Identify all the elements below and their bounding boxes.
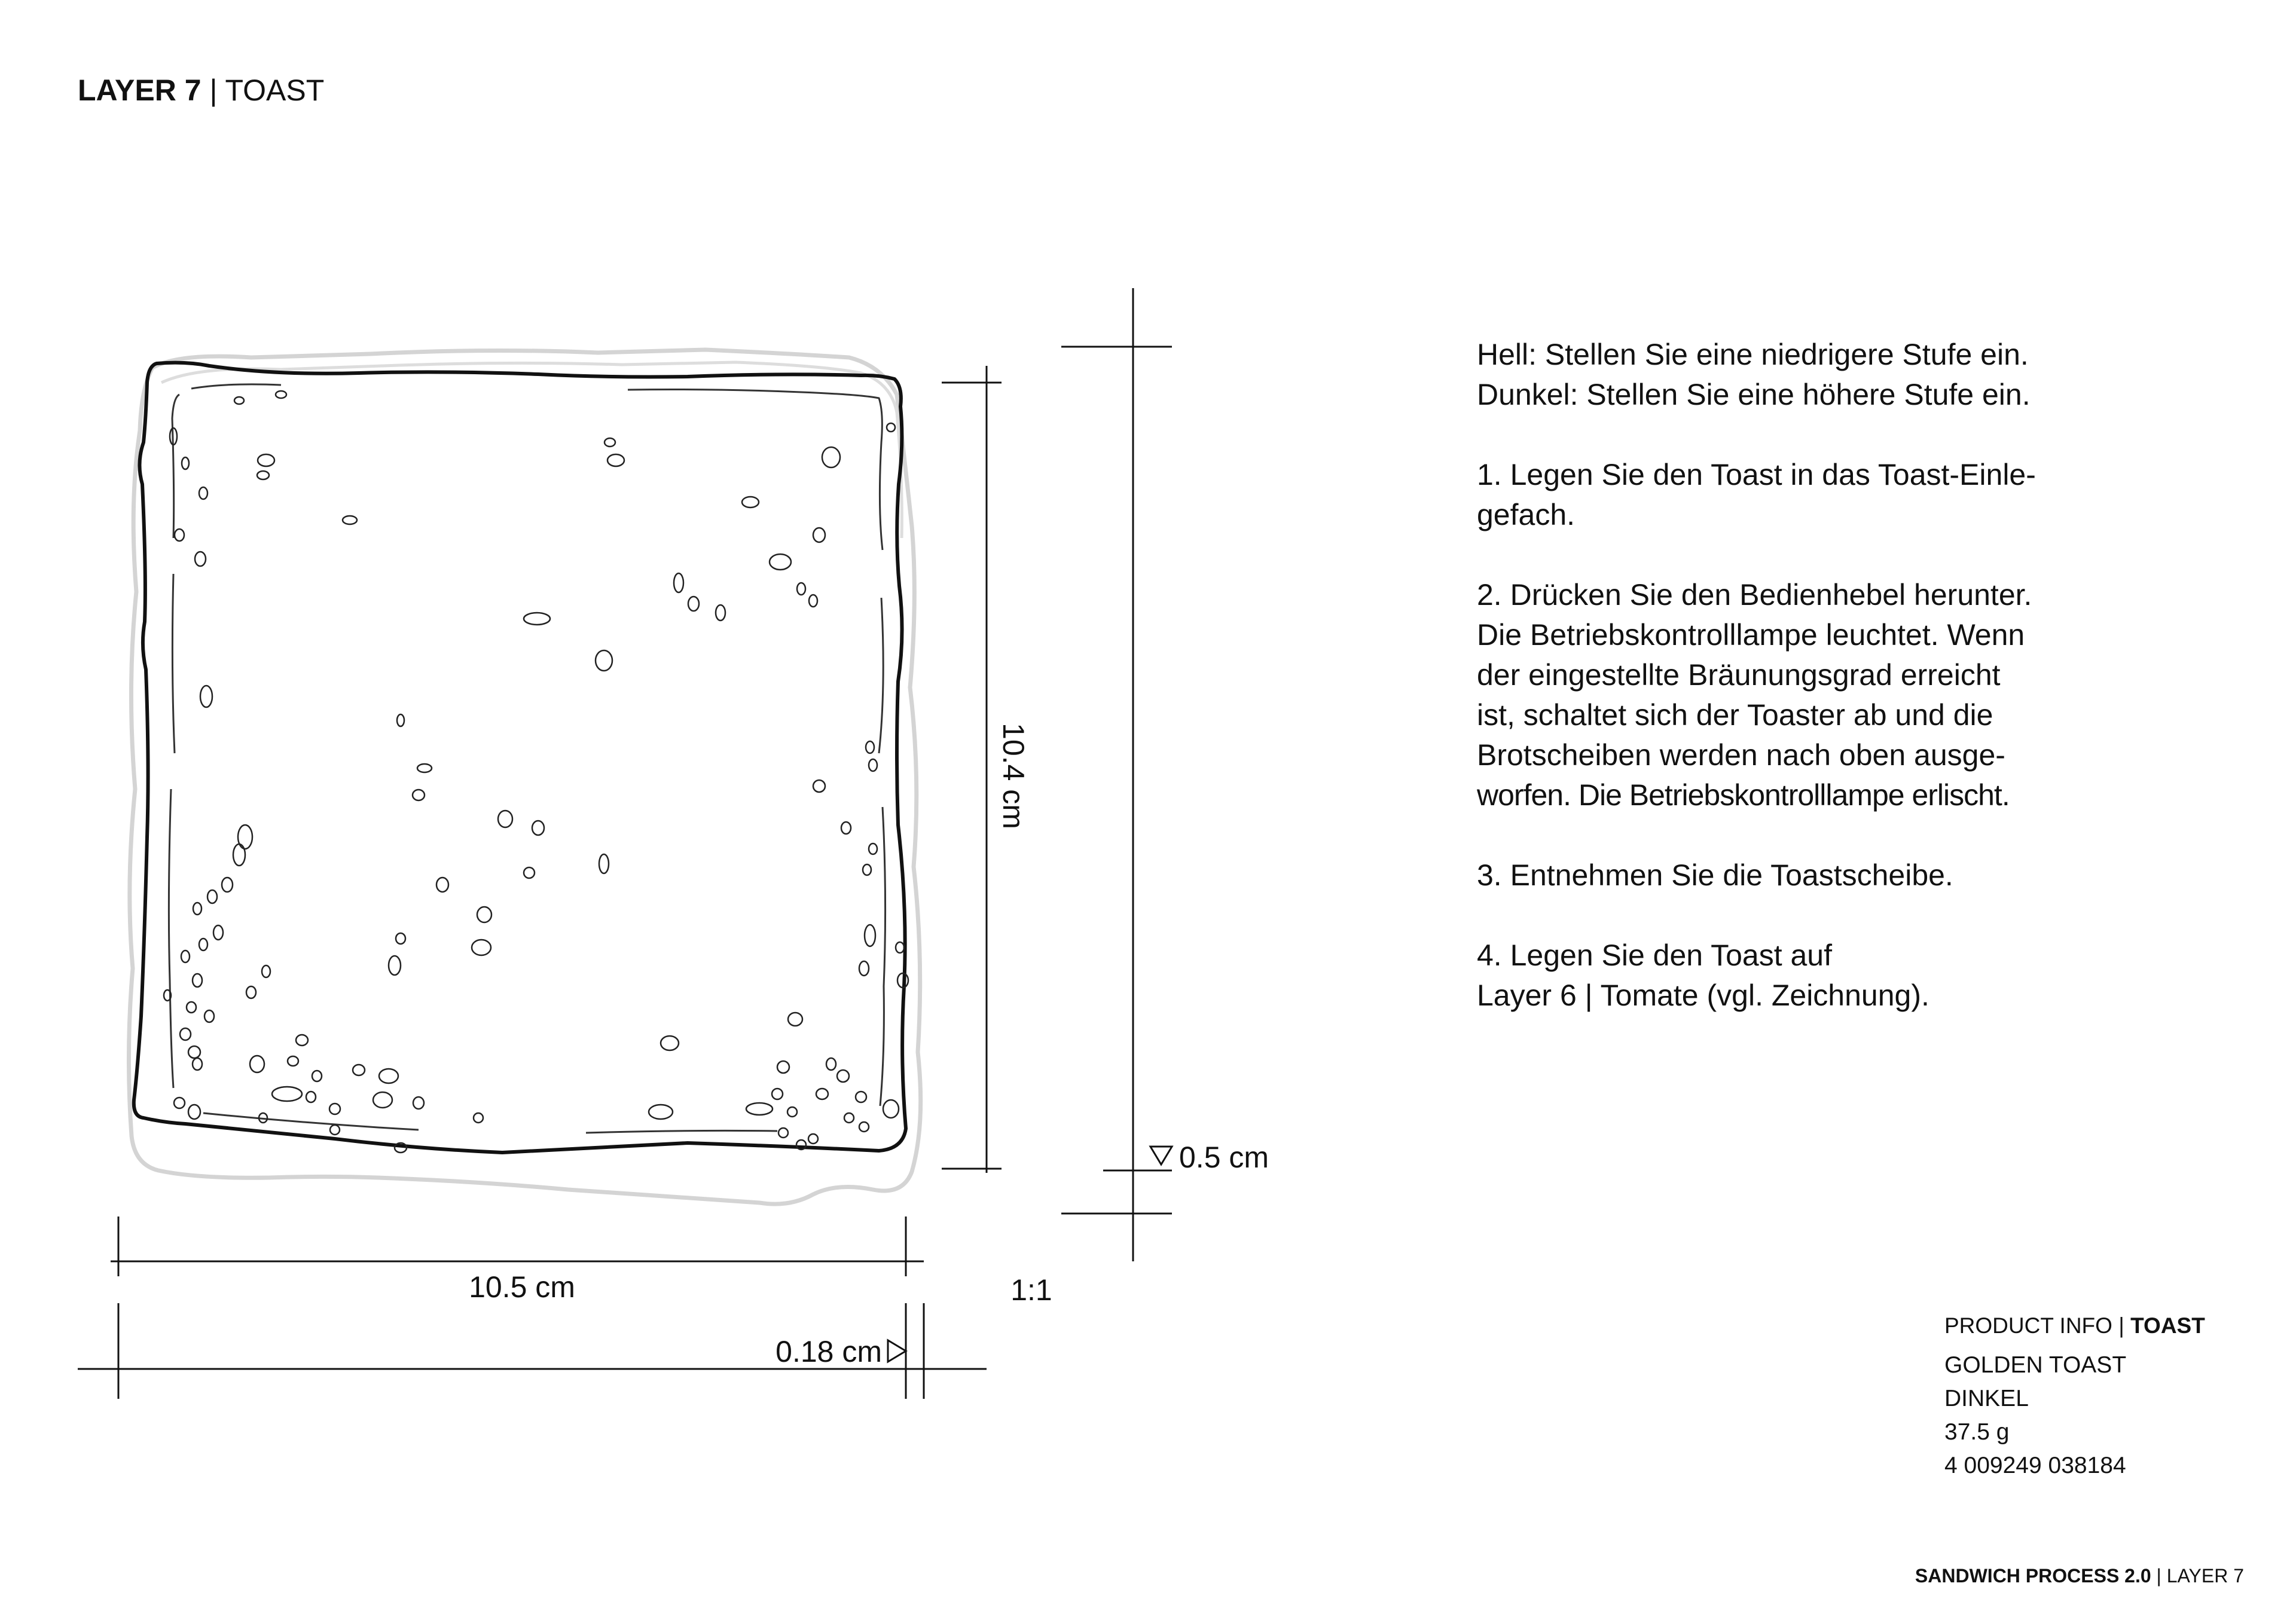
footer-page: LAYER 7 (2166, 1565, 2244, 1587)
footer-title: SANDWICH PROCESS 2.0 (1915, 1565, 2151, 1587)
crust-label: 0.18 cm (775, 1335, 882, 1368)
scale-label: 1:1 (1010, 1273, 1052, 1307)
step-4-line: 4. Legen Sie den Toast auf (1477, 939, 1832, 972)
step-2-line: Brotscheiben werden nach oben ausge- (1477, 738, 2005, 772)
toast-back-inner (161, 362, 902, 538)
product-info-heading (1944, 1309, 2205, 1343)
product-weight: 37.5 g (1944, 1419, 2010, 1445)
step-2-line: der eingestellte Bräunungsgrad erreicht (1477, 658, 2001, 692)
instructions-text (1477, 335, 2036, 1056)
setting-light: Hell: Stellen Sie eine niedrigere Stufe ein. (1477, 338, 2029, 371)
step-4-line: Layer 6 | Tomate (vgl. Zeichnung). (1477, 979, 1929, 1012)
product-name: GOLDEN TOAST (1944, 1352, 2127, 1378)
step-3 (1477, 855, 2015, 895)
step-2 (1477, 575, 2032, 815)
step-3-line: 3. Entnehmen Sie die Toastscheibe. (1477, 858, 1953, 892)
width-dimension (111, 1217, 924, 1276)
layer-name: TOAST (225, 74, 325, 107)
crumb-holes (164, 391, 908, 1153)
product-info-label-bold: TOAST (2130, 1313, 2205, 1338)
product-variant: DINKEL (1944, 1386, 2029, 1411)
step-2-line: 2. Drücken Sie den Bedienhebel herunter. (1477, 578, 2032, 612)
step-4 (1477, 936, 2015, 1016)
step-1-line: 1. Legen Sie den Toast in das Toast-Einle- (1477, 458, 2036, 491)
step-2-line: worfen. Die Betriebskontrolllampe erlischt. (1477, 778, 2010, 812)
step-1-line: gefach. (1477, 498, 1576, 531)
title-separator: | (209, 74, 218, 107)
layer-label: LAYER 7 (78, 74, 201, 107)
height-dimension (942, 366, 1002, 1173)
product-info-label: PRODUCT INFO (1944, 1313, 2112, 1338)
thickness-dimension (1061, 288, 1172, 1261)
toast-crust-line (169, 384, 885, 1133)
width-label: 10.5 cm (469, 1270, 575, 1304)
footer-separator: | (2156, 1565, 2161, 1587)
height-label: 10.4 cm (997, 723, 1030, 829)
step-2-line: ist, schaltet sich der Toaster ab und die (1477, 698, 1993, 732)
step-2-line: Die Betriebskontrolllampe leuchtet. Wenn (1477, 618, 2025, 652)
toast-outline (134, 363, 906, 1153)
footer (1915, 1565, 2244, 1587)
setting-dark: Dunkel: Stellen Sie eine höhere Stufe ein. (1477, 378, 2031, 411)
product-ean: 4 009249 038184 (1944, 1453, 2126, 1478)
thickness-label: 0.5 cm (1179, 1141, 1269, 1174)
settings-block (1477, 335, 2031, 415)
product-info-separator: | (2118, 1313, 2124, 1338)
toast-back-outline (129, 350, 920, 1204)
product-info (1944, 1309, 2205, 1483)
step-1 (1477, 455, 2036, 535)
